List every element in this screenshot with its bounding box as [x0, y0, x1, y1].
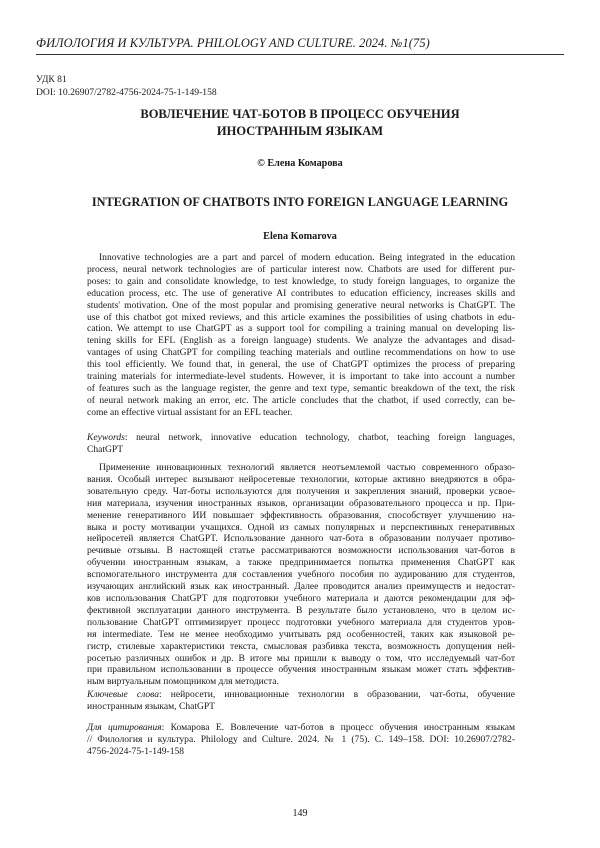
abstract-ru-line: обучении иностранным языкам, а также предпринимается попытка применения ChatGPT как [87, 557, 515, 569]
citation-label: Для цитирования [87, 722, 162, 733]
keywords-en-text: : neural network, innovative education technology, chatbot, teaching foreign languages, [124, 432, 515, 443]
title-ru-line: ИНОСТРАННЫМ ЯЗЫКАМ [216, 123, 384, 138]
abstract-en-line: tening skills for EFL (English as a foreign language) students. We analyze the advantages and disad- [87, 335, 515, 347]
citation-line: 4756-2024-75-1-149-158 [87, 745, 185, 757]
abstract-en-line: Innovative technologies are a part and parcel of modern education. Being integrated in the education [99, 252, 515, 263]
abstract-en-line: vantages of using ChatGPT for compiling teaching materials and outline recommendations on how to use [87, 347, 515, 359]
abstract-ru-line: нейросетей является ChatGPT. Использование данного чат-бота в образовании получает противо- [87, 533, 515, 545]
citation-text: : Комарова Е. Вовлечение чат-ботов в процесс обучения иностранным языкам [161, 722, 515, 733]
keywords-en-line [87, 432, 515, 444]
abstract-en [87, 252, 515, 419]
abstract-en-line: cation. We attempt to use ChatGPT as a support tool for compiling a training manual on developing lis- [87, 323, 515, 335]
keywords-ru-line: иностранным языкам, ChatGPT [87, 700, 216, 712]
citation [87, 722, 515, 758]
keywords-en [87, 432, 515, 456]
abstract-en-line: this tool efficiently. We found that, in general, the use of ChatGPT optimizes the process of preparing [87, 359, 515, 371]
abstract-ru-line: выка и росту мотивации учащихся. Одной из самых популярных и перспективных генеративных [87, 521, 515, 533]
page-number: 149 [292, 808, 308, 819]
keywords-ru [87, 689, 515, 713]
abstract-ru-line: гистр, стилевые характеристики текста, смысловая разбивка текста, возможность допущения ней- [87, 640, 515, 652]
abstract-ru-line: вспомогательного инструмента для составления учебного пособия по аудированию для студентов, [87, 569, 515, 581]
abstract-ru-line: речивые отзывы. В настоящей статье рассматриваются возможности использования чат-ботов в [87, 545, 515, 557]
abstract-ru-line: зовательную среду. Чат-боты используются для получения и закрепления знаний, проверки усвое- [87, 485, 515, 497]
keywords-ru-line [87, 689, 515, 701]
keywords-en-line: ChatGPT [87, 443, 124, 455]
abstract-ru-line: ня intermediate. Тем не менее необходимо учитывать ряд особенностей, таких как языковой ре- [87, 628, 515, 640]
abstract-ru-line: изучающих английский язык как иностранный. Далее проводится анализ преимуществ и недостат- [87, 581, 515, 593]
article-title-ru [36, 106, 564, 139]
article-meta [36, 73, 217, 99]
keywords-en-label: Keywords [87, 432, 125, 443]
abstract-ru-line: Применение инновационных технологий является неотъемлемой частью современного образо- [99, 462, 515, 473]
abstract-en-line: come an effective virtual assistant for an EFL teacher. [87, 406, 293, 418]
keywords-ru-text: : нейросети, инновационные технологии в образовании, чат-боты, обучение [158, 689, 515, 700]
abstract-ru-line: при правильном использовании в процессе обучения иностранным языкам может стать эффектив- [87, 664, 515, 676]
abstract-ru-line: ным виртуальным помощником для методиста. [87, 676, 279, 688]
citation-line [87, 722, 515, 734]
udk-code: УДК 81 [36, 74, 67, 85]
abstract-en-line: use of this chatbot got mixed reviews, and this article examines the possibilities of using chatbots in edu- [87, 311, 515, 323]
abstract-en-line: process, neural network technologies are of particular interest now. Chatbots are used for different pur- [87, 263, 515, 275]
running-header: ФИЛОЛОГИЯ И КУЛЬТУРА. PHILOLOGY AND CULTURE. 2024. №1(75) [36, 36, 430, 50]
abstract-ru-line: менение генеративного ИИ повышает эффективность образования, способствует улучшению на- [87, 509, 515, 521]
abstract-en-line: of neural network making an error, etc. The article concludes that the chatbot, if used correctly, can be- [87, 394, 515, 406]
keywords-ru-label: Ключевые слова [87, 689, 159, 700]
abstract-en-line: students' motivation. One of the most popular and promising generative neural networks is ChatGPT. The [87, 299, 515, 311]
citation-line: // Филология и культура. Philology and Culture. 2024. № 1 (75). С. 149–158. DOI: 10.26907/2782- [87, 733, 515, 745]
header-divider [36, 54, 564, 55]
abstract-ru-line: вания. Особый интерес вызывают нейросетевые технологии, которые активно внедряются в обра- [87, 473, 515, 485]
doi: DOI: 10.26907/2782-4756-2024-75-1-149-158 [36, 87, 217, 98]
abstract-ru-line: фективной эксплуатации данного инструмента. В результате было установлено, что в целом ис- [87, 604, 515, 616]
author-en: Elena Komarova [263, 231, 337, 242]
abstract-en-line: of features such as the language register, the genre and text type, semantic breakdown of the text, the risk [87, 382, 515, 394]
abstract-ru-line: ков использования ChatGPT для подготовки учебного материала и даются рекомендации для эф- [87, 592, 515, 604]
abstract-en-line: training materials for intermediate-level students. However, it is important to take into account a number [87, 371, 515, 383]
title-ru-line: ВОВЛЕЧЕНИЕ ЧАТ-БОТОВ В ПРОЦЕСС ОБУЧЕНИЯ [140, 107, 460, 121]
abstract-en-line: poses: to gain and consolidate knowledge, to test knowledge, to study foreign languages, to organize the [87, 275, 515, 287]
abstract-en-line: education process, etc. The use of generative AI contributes to education efficiency, increases skills and [87, 287, 515, 299]
abstract-ru-line: ния материала, изучения иностранных языков, организации образовательного процесса и пр. При- [87, 497, 515, 509]
abstract-ru-line: росетью различных ошибок и др. В итоге мы пришли к выводу о том, что исследуемый чат-бот [87, 652, 515, 664]
abstract-ru [87, 462, 515, 688]
abstract-ru-line: пользование ChatGPT оптимизирует процесс подготовки учебного материала для студентов уров- [87, 616, 515, 628]
article-title-en: INTEGRATION OF CHATBOTS INTO FOREIGN LANGUAGE LEARNING [91, 195, 509, 209]
author-ru: © Елена Комарова [257, 158, 343, 169]
